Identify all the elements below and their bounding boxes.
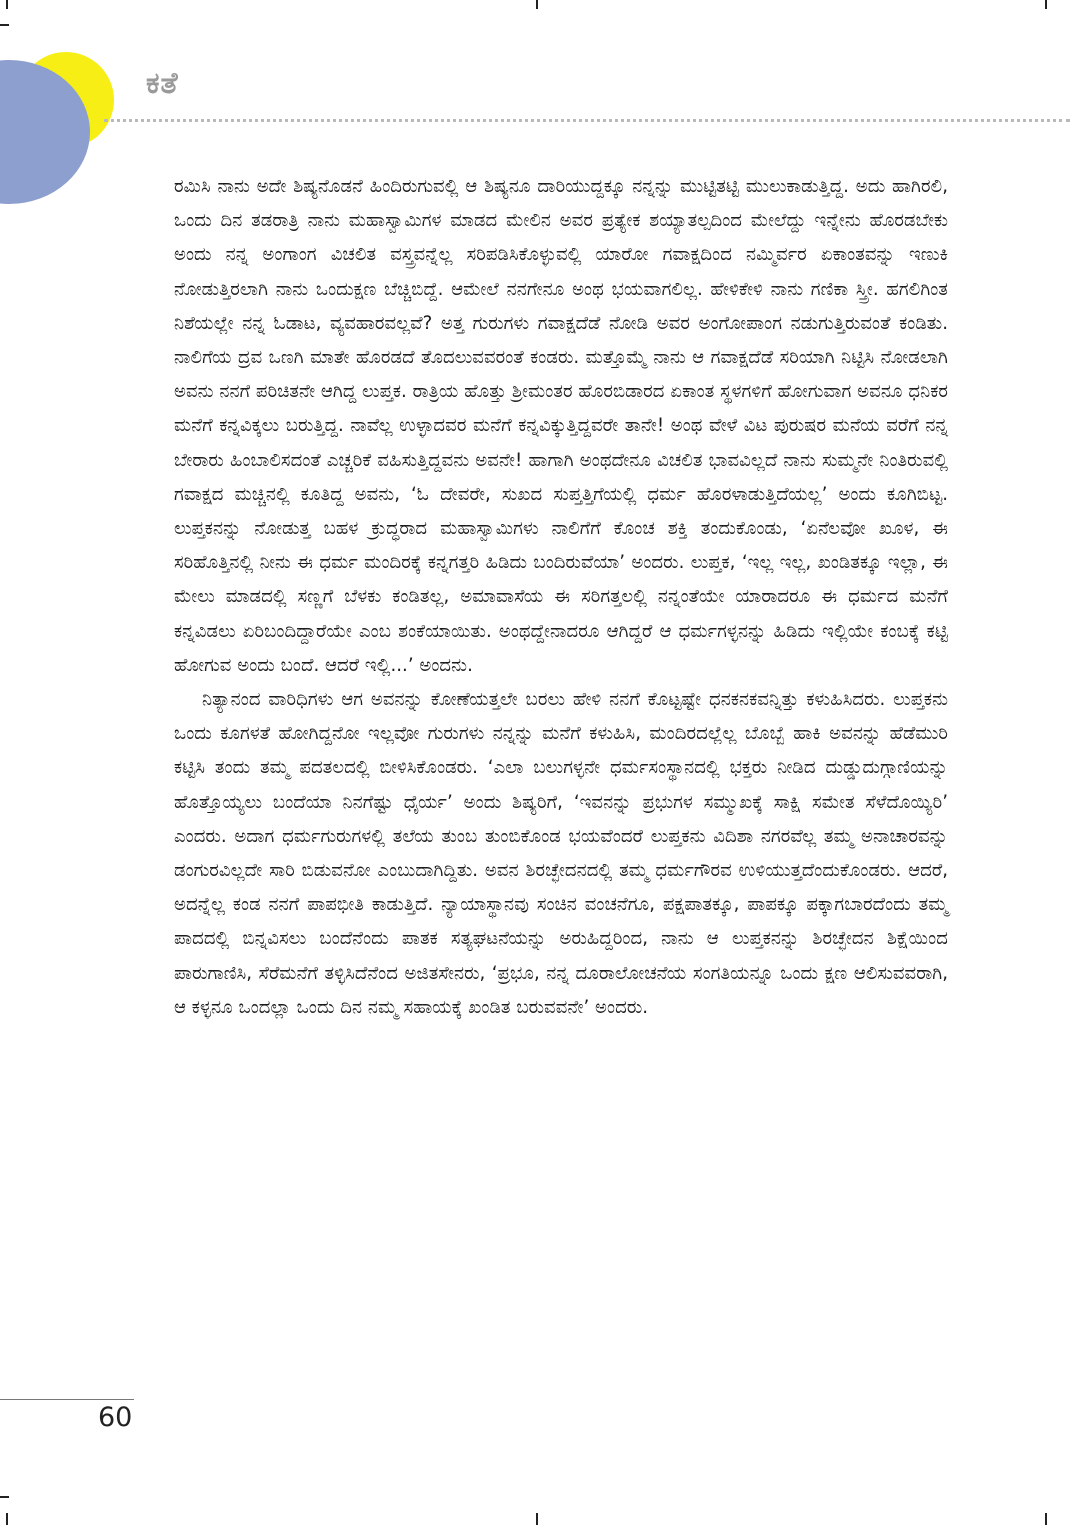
footer-rule [0, 1399, 134, 1400]
paragraph-2: ನಿತ್ಯಾನಂದ ವಾರಿಧಿಗಳು ಆಗ ಅವನನ್ನು ಕೋಣೆಯತ್ತಲೇ ಬರಲು ಹೇಳಿ ನನಗೆ ಕೊಟ್ಟಷ್ಟೇ ಧನಕನಕವನ್ನಿತ್ತು ಕಳುಹಿಸಿದರು. ಲುಪ್ತಕನು ಒಂದು ಕೂಗಳತೆ ಹೋಗಿದ್ದನೋ ಇಲ್ಲವೋ ಗುರುಗಳು ನನ್ನನ್ನು ಮನೆಗೆ ಕಳುಹಿಸಿ, ಮಂದಿರದಲ್ಲೆಲ್ಲ ಬೊಬ್ಬೆ ಹಾಕಿ ಅವನನ್ನು ಹೆಡೆಮುರಿ ಕಟ್ಟಿಸಿ ತಂದು ತಮ್ಮ ಪದತಲದಲ್ಲಿ ಬೀಳಿಸಿಕೊಂಡರು. ‘ಎಲಾ ಬಲುಗಳ್ಳನೇ ಧರ್ಮಸಂಸ್ಥಾನದಲ್ಲಿ ಭಕ್ತರು ನೀಡಿದ ದುಡ್ಡುದುಗ್ಗಾಣಿಯನ್ನು ಹೊತ್ತೊಯ್ಯಲು ಬಂದೆಯಾ ನಿನಗೆಷ್ಟು ಧೈರ್ಯ’ ಅಂದು ಶಿಷ್ಯರಿಗೆ, ‘ಇವನನ್ನು ಪ್ರಭುಗಳ ಸಮ್ಮುಖಕ್ಕೆ ಸಾಕ್ಷಿ ಸಮೇತ ಸೆಳೆದೊಯ್ಯಿರಿ’ ಎಂದರು. ಅದಾಗ ಧರ್ಮಗುರುಗಳಲ್ಲಿ ತಲೆಯ ತುಂಬ ತುಂಬಿಕೊಂಡ ಭಯವೆಂದರೆ ಲುಪ್ತಕನು ವಿದಿಶಾ ನಗರವೆಲ್ಲ ತಮ್ಮ ಅನಾಚಾರವನ್ನು ಡಂಗುರವಿಲ್ಲದೇ ಸಾರಿ ಬಿಡುವನೋ ಎಂಬುದಾಗಿದ್ದಿತು. ಅವನ ಶಿರಚ್ಛೇದನದಲ್ಲಿ ತಮ್ಮ ಧರ್ಮಗೌರವ ಉಳಿಯುತ್ತದೆಂದುಕೊಂಡರು. ಆದರೆ, ಅದನ್ನೆಲ್ಲ ಕಂಡ ನನಗೆ ಪಾಪಭೀತಿ ಕಾಡುತ್ತಿದೆ. ನ್ಯಾಯಾಸ್ಥಾನವು ಸಂಚಿನ ವಂಚನೆಗೂ, ಪಕ್ಷಪಾತಕ್ಕೂ, ಪಾಪಕ್ಕೂ ಪಕ್ಕಾಗಬಾರದೆಂದು ತಮ್ಮ ಪಾದದಲ್ಲಿ ಬಿನ್ನವಿಸಲು ಬಂದೆನೆಂದು ಪಾತಕ ಸತ್ಯಘಟನೆಯನ್ನು ಅರುಹಿದ್ದರಿಂದ, ನಾನು ಆ ಲುಪ್ತಕನನ್ನು ಶಿರಚ್ಛೇದನ ಶಿಕ್ಷೆಯಿಂದ ಪಾರುಗಾಣಿಸಿ, ಸೆರೆಮನೆಗೆ ತಳ್ಳಿಸಿದೆನೆಂದ ಅಜಿತಸೇನರು, ‘ಪ್ರಭೂ, ನನ್ನ ದೂರಾಲೋಚನೆಯ ಸಂಗತಿಯನ್ನೂ ಒಂದು ಕ್ಷಣ ಆಲಿಸುವವರಾಗಿ, ಆ ಕಳ್ಳನೂ ಒಂದಲ್ಲಾ ಒಂದು ದಿನ ನಮ್ಮ ಸಹಾಯಕ್ಕೆ ಖಂಡಿತ ಬರುವವನೇ’ ಅಂದರು. [174, 689, 948, 1018]
header-dotted-rule [104, 119, 1070, 122]
crop-mark-bottom-right [1045, 1513, 1047, 1525]
crop-mark-bottom-left [6, 1513, 8, 1525]
crop-mark-bottom-left-h [0, 1496, 9, 1498]
section-title: ಕತೆ [146, 66, 179, 101]
crop-mark-top-mid [536, 0, 538, 9]
crop-mark-top-left [6, 0, 8, 9]
story-text [174, 170, 948, 1025]
crop-mark-bottom-mid [536, 1513, 538, 1525]
crop-mark-top-right [1045, 0, 1047, 9]
crop-mark-top-left-h [0, 24, 9, 26]
paragraph-1: ರಮಿಸಿ ನಾನು ಅದೇ ಶಿಷ್ಯನೊಡನೆ ಹಿಂದಿರುಗುವಲ್ಲಿ ಆ ಶಿಷ್ಯನೂ ದಾರಿಯುದ್ದಕ್ಕೂ ನನ್ನನ್ನು ಮುಟ್ಟಿತಟ್ಟಿ ಮುಲುಕಾಡುತ್ತಿದ್ದ. ಅದು ಹಾಗಿರಲಿ, ಒಂದು ದಿನ ತಡರಾತ್ರಿ ನಾನು ಮಹಾಸ್ವಾಮಿಗಳ ಮಾಡದ ಮೇಲಿನ ಅವರ ಪ್ರತ್ಯೇಕ ಶಯ್ಯಾತಲ್ಪದಿಂದ ಮೇಲೆದ್ದು ಇನ್ನೇನು ಹೊರಡಬೇಕು ಅಂದು ನನ್ನ ಅಂಗಾಂಗ ವಿಚಲಿತ ವಸ್ತ್ರವನ್ನೆಲ್ಲ ಸರಿಪಡಿಸಿಕೊಳ್ಳುವಲ್ಲಿ ಯಾರೋ ಗವಾಕ್ಷದಿಂದ ನಮ್ಮಿರ್ವರ ಏಕಾಂತವನ್ನು ಇಣುಕಿ ನೋಡುತ್ತಿರಲಾಗಿ ನಾನು ಒಂದುಕ್ಷಣ ಬೆಚ್ಚಿಬಿದ್ದೆ. ಆಮೇಲೆ ನನಗೇನೂ ಅಂಥ ಭಯವಾಗಲಿಲ್ಲ. ಹೇಳಿಕೇಳಿ ನಾನು ಗಣಿಕಾ ಸ್ತ್ರೀ. ಹಗಲಿಗಿಂತ ನಿಶೆಯಲ್ಲೇ ನನ್ನ ಓಡಾಟ, ವ್ಯವಹಾರವಲ್ಲವೆ? ಅತ್ತ ಗುರುಗಳು ಗವಾಕ್ಷದೆಡೆ ನೋಡಿ ಅವರ ಅಂಗೋಪಾಂಗ ನಡುಗುತ್ತಿರುವಂತೆ ಕಂಡಿತು. ನಾಲಿಗೆಯ ದ್ರವ ಒಣಗಿ ಮಾತೇ ಹೊರಡದೆ ತೊದಲುವವರಂತೆ ಕಂಡರು. ಮತ್ತೊಮ್ಮೆ ನಾನು ಆ ಗವಾಕ್ಷದೆಡೆ ಸರಿಯಾಗಿ ನಿಟ್ಟಿಸಿ ನೋಡಲಾಗಿ ಅವನು ನನಗೆ ಪರಿಚಿತನೇ ಆಗಿದ್ದ ಲುಪ್ತಕ. ರಾತ್ರಿಯ ಹೊತ್ತು ಶ್ರೀಮಂತರ ಹೊರಬಿಡಾರದ ಏಕಾಂತ ಸ್ಥಳಗಳಿಗೆ ಹೋಗುವಾಗ ಅವನೂ ಧನಿಕರ ಮನೆಗೆ ಕನ್ನವಿಕ್ಕಲು ಬರುತ್ತಿದ್ದ. ನಾವೆಲ್ಲ ಉಳ್ಳಾದವರ ಮನೆಗೆ ಕನ್ನವಿಕ್ಕುತ್ತಿದ್ದವರೇ ತಾನೇ! ಅಂಥ ವೇಳೆ ವಿಟ ಪುರುಷರ ಮನೆಯ ವರೆಗೆ ನನ್ನ ಬೇರಾರು ಹಿಂಬಾಲಿಸದಂತೆ ಎಚ್ಚರಿಕೆ ವಹಿಸುತ್ತಿದ್ದವನು ಅವನೇ! ಹಾಗಾಗಿ ಅಂಥದೇನೂ ವಿಚಲಿತ ಭಾವವಿಲ್ಲದೆ ನಾನು ಸುಮ್ಮನೇ ನಿಂತಿರುವಲ್ಲಿ ಗವಾಕ್ಷದ ಮಚ್ಚಿನಲ್ಲಿ ಕೂತಿದ್ದ ಅವನು, ‘ಓ ದೇವರೇ, ಸುಖದ ಸುಪ್ತತ್ತಿಗೆಯಲ್ಲಿ ಧರ್ಮ ಹೊರಳಾಡುತ್ತಿದೆಯಲ್ಲ’ ಅಂದು ಕೂಗಿಬಿಟ್ಟ. ಲುಪ್ತಕನನ್ನು ನೋಡುತ್ತ ಬಹಳ ಕ್ರುದ್ಧರಾದ ಮಹಾಸ್ವಾಮಿಗಳು ನಾಲಿಗೆಗೆ ಕೊಂಚ ಶಕ್ತಿ ತಂದುಕೊಂಡು, ‘ಏನೆಲವೋ ಖೂಳ, ಈ ಸರಿಹೊತ್ತಿನಲ್ಲಿ ನೀನು ಈ ಧರ್ಮ ಮಂದಿರಕ್ಕೆ ಕನ್ನಗತ್ತರಿ ಹಿಡಿದು ಬಂದಿರುವೆಯಾ’ ಅಂದರು. ಲುಪ್ತಕ, ‘ಇಲ್ಲ ಇಲ್ಲ, ಖಂಡಿತಕ್ಕೂ ಇಲ್ಲಾ, ಈ ಮೇಲು ಮಾಡದಲ್ಲಿ ಸಣ್ಣಗೆ ಬೆಳಕು ಕಂಡಿತಲ್ಲ, ಅಮಾವಾಸೆಯ ಈ ಸರಿಗತ್ತಲಲ್ಲಿ ನನ್ನಂತೆಯೇ ಯಾರಾದರೂ ಈ ಧರ್ಮದ ಮನೆಗೆ ಕನ್ನವಿಡಲು ಏರಿಬಂದಿದ್ದಾರೆಯೇ ಎಂಬ ಶಂಕೆಯಾಯಿತು. ಅಂಥದ್ದೇನಾದರೂ ಆಗಿದ್ದರೆ ಆ ಧರ್ಮಗಳ್ಳನನ್ನು ಹಿಡಿದು ಇಲ್ಲಿಯೇ ಕಂಬಕ್ಕೆ ಕಟ್ಟಿ ಹೋಗುವ ಅಂದು ಬಂದೆ. ಆದರೆ ಇಲ್ಲಿ...’ ಅಂದನು. [174, 176, 948, 676]
page-number: 60 [98, 1402, 133, 1433]
